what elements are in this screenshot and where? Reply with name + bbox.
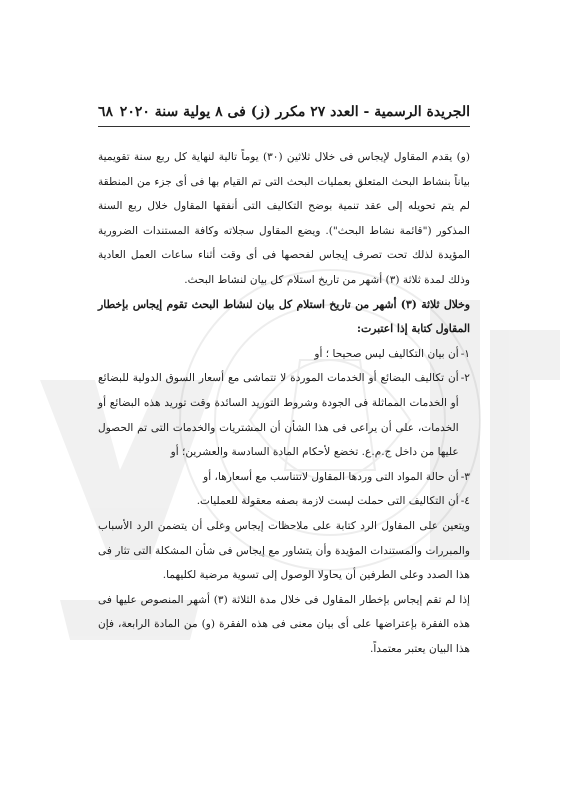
page-number: ٦٨ <box>98 104 114 120</box>
list-item-number: ٤- <box>460 495 470 508</box>
paragraph-f: (و) يقدم المقاول لإيجاس فى خلال ثلاثين (٣٠) يوماً تالية لنهاية كل ربع سنة تقويمية بياناً بنشاط البحث المتعلق بعمليات البحث التى تم القيام بها فى أى جزء من المنطقة لم يتم تحويله إلى عقد تنمية بوضح التكاليف التى أنفقها المقاول خلال ربع السنة المذكور ("قائمة نشاط البحث"). ويضع المقاول سجلاته وكافة المستندات الضرورية المؤيدة لذلك تحت تصرف إيجاس لفحصها فى أى وقت أثناء ساعات العمل العادية وذلك لمدة ثلاثة (٣) أشهر من تاريخ استلام كل بيان لنشاط البحث. <box>98 151 470 286</box>
list-item <box>98 366 470 464</box>
list-item <box>98 465 470 490</box>
paragraph-notice: وخلال ثلاثة (٣) أشهر من تاريخ استلام كل بيان لنشاط البحث تقوم إيجاس بإخطار المقاول كتابة إذا اعتبرت: <box>98 297 470 336</box>
list-item-number: ٢- <box>460 372 470 385</box>
list-item-number: ١- <box>460 347 470 360</box>
list-item-text: أن بيان التكاليف ليس صحيحا ؛ أو <box>314 347 459 360</box>
page-header <box>98 104 470 127</box>
paragraph-response: ويتعين على المقاول الرد كتابة على ملاحظات إيجاس وعلى أن يتضمن الرد الأسباب والمبررات والمستندات المؤيدة وأن يتشاور مع إيجاس فى شأن المشكلة التى تثار فى هذا الصدد وعلى الطرفين أن يحاولا الوصول إلى تسوية مرضية لكليهما. <box>98 519 470 582</box>
list-item-text: أن التكاليف التى حملت ليست لازمة بصفه معقولة للعمليات. <box>196 495 459 508</box>
paragraph-approval: إذا لم تقم إيجاس بإخطار المقاول فى خلال مدة الثلاثة (٣) أشهر المنصوص عليها فى هذه الفقرة بإعتراضها على أى بيان معنى فى هذه الفقرة (و) من المادة الرابعة، فإن هذا البيان يعتبر معتمداً. <box>98 593 470 655</box>
list-item <box>98 489 470 514</box>
list-item <box>98 342 470 367</box>
list-item-number: ٣- <box>460 470 470 483</box>
publication-title: الجريدة الرسمية - العدد ٢٧ مكرر (ز) فى ٨ يولية سنة ٢٠٢٠ <box>119 104 470 120</box>
document-body <box>98 145 470 661</box>
list-item-text: أن حالة المواد التى وردها المقاول لاتتناسب مع أسعارها، أو <box>203 470 459 483</box>
list-item-text: أن تكاليف البضائع أو الخدمات الموردة لا تتماشى مع أسعار السوق الدولية للبضائع أو الخدمات المماثلة فى الجودة وشروط التوريد السائدة وقت توريد هذه البضائع أو الخدمات، على أن يراعى فى هذا الشأن أن المشتريات والخدمات التى تم الحصول عليها من داخل ج.م.ع. تخضع لأحكام المادة السادسة والعشرين؛ أو <box>98 372 459 459</box>
